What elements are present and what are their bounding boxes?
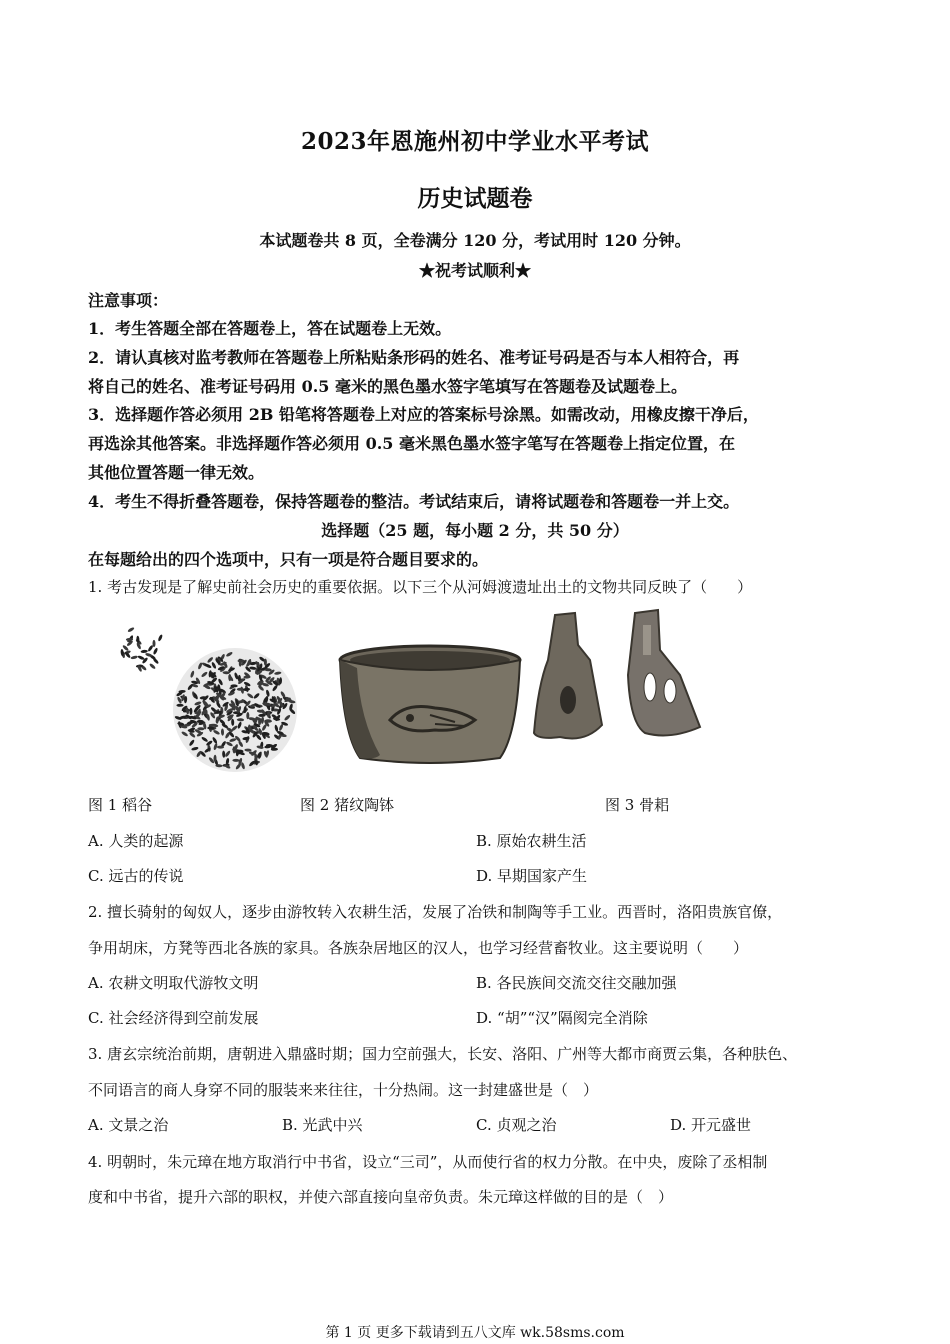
pottery-bowl-figure — [335, 640, 525, 770]
note-line: 其他位置答题一律无效。 — [88, 463, 265, 482]
question-2-stem-cont: 争用胡床，方凳等西北各族的家具。各族杂居地区的汉人，也学习经营畜牧业。这主要说明（ ） — [88, 939, 749, 957]
figure-1-caption: 图 1 稻谷 — [88, 796, 153, 814]
pig-pattern-eye — [406, 714, 414, 722]
notes-heading: 注意事项： — [88, 291, 169, 310]
q2-option-c: C. 社会经济得到空前发展 — [88, 1009, 259, 1027]
question-3-stem: 3. 唐玄宗统治前期，唐朝进入鼎盛时期；国力空前强大，长安、洛阳、广州等大都市商贾云集，各种肤色、 — [88, 1045, 798, 1063]
rice-grain — [149, 663, 156, 670]
note-line: 3．选择题作答必须用 2B 铅笔将答题卷上对应的答案标号涂黑。如需改动，用橡皮擦干净后， — [88, 405, 759, 424]
exam-info: 本试题卷共 8 页，全卷满分 120 分，考试用时 120 分钟。 — [259, 231, 691, 250]
page-footer: 第 1 页 更多下载请到五八文库 wk.58sms.com — [325, 1325, 625, 1341]
bone-spade-right-handle — [643, 625, 651, 655]
q3-option-c: C. 贞观之治 — [476, 1116, 557, 1134]
q1-option-d: D. 早期国家产生 — [476, 867, 588, 885]
rice-grain — [152, 657, 159, 664]
note-line: 4．考生不得折叠答题卷，保持答题卷的整洁。考试结束后，请将试题卷和答题卷一并上交。 — [88, 492, 740, 511]
note-line: 1．考生答题全部在答题卷上，答在试题卷上无效。 — [88, 319, 452, 338]
question-4-stem-cont: 度和中书省，提升六部的职权，并使六部直接向皇帝负责。朱元璋这样做的目的是（ ） — [88, 1188, 674, 1206]
q3-option-a: A. 文景之治 — [88, 1116, 169, 1134]
rice-grain — [130, 655, 138, 660]
rice-grain — [127, 627, 135, 633]
section-title: 选择题（25 题，每小题 2 分，共 50 分） — [321, 521, 629, 540]
question-2-stem: 2. 擅长骑射的匈奴人，逐步由游牧转入农耕生活，发展了冶铁和制陶等手工业。西晋时，洛阳贵族官僚， — [88, 903, 783, 921]
rice-grain — [238, 659, 245, 662]
bone-spade-right — [628, 610, 700, 735]
rice-grain — [207, 727, 214, 730]
q3-option-b: B. 光武中兴 — [282, 1116, 363, 1134]
rice-grain — [258, 714, 265, 717]
bone-spade-figure — [530, 605, 710, 750]
note-line: 将自己的姓名、准考证号码用 0.5 毫米的黑色墨水签字笔填写在答题卷及试题卷上。 — [88, 377, 687, 396]
q2-option-d: D. “胡”“汉”隔阂完全消除 — [476, 1009, 648, 1027]
q2-option-a: A. 农耕文明取代游牧文明 — [88, 974, 259, 992]
question-3-stem-cont: 不同语言的商人身穿不同的服装来来往往，十分热闹。这一封建盛世是（ ） — [88, 1081, 599, 1099]
rice-grain — [153, 647, 159, 655]
note-line: 2．请认真核对监考教师在答题卷上所粘贴条形码的姓名、准考证号码是否与本人相符合，再 — [88, 348, 740, 367]
question-4-stem: 4. 明朝时，朱元璋在地方取消行中书省，设立“三司”，从而使行省的权力分散。在中央，废除了丞相制 — [88, 1153, 768, 1171]
bone-spade-right-hole-2 — [664, 679, 676, 703]
note-line: 再选涂其他答案。非选择题作答必须用 0.5 毫米黑色墨水签字笔写在答题卷上指定位置，在 — [88, 434, 735, 453]
bone-spade-left — [534, 613, 602, 739]
figure-2-caption: 图 2 猪纹陶钵 — [300, 796, 395, 814]
q2-option-b: B. 各民族间交流交往交融加强 — [476, 974, 677, 992]
bone-spade-right-hole — [644, 673, 656, 701]
rice-grain — [140, 650, 147, 654]
section-instruction: 在每题给出的四个选项中，只有一项是符合题目要求的。 — [88, 550, 489, 569]
q1-option-c: C. 远古的传说 — [88, 867, 184, 885]
rice-grain — [157, 634, 163, 642]
exam-subtitle: 历史试题卷 — [417, 185, 533, 212]
q1-option-b: B. 原始农耕生活 — [476, 832, 587, 850]
exam-wish: ★祝考试顺利★ — [418, 261, 531, 280]
rice-grain-figure — [110, 615, 310, 785]
rice-grain-small-cluster — [120, 627, 163, 673]
bone-spade-left-hole — [560, 686, 576, 714]
rice-grain — [147, 644, 154, 652]
figure-3-caption: 图 3 骨耜 — [605, 796, 670, 814]
q1-option-a: A. 人类的起源 — [88, 832, 184, 850]
exam-title: 2023年恩施州初中学业水平考试 — [300, 128, 649, 155]
q3-option-d: D. 开元盛世 — [670, 1116, 752, 1134]
rice-grain — [152, 640, 155, 647]
question-1-stem: 1. 考古发现是了解史前社会历史的重要依据。以下三个从河姆渡遗址出土的文物共同反映了（ ） — [88, 578, 753, 596]
